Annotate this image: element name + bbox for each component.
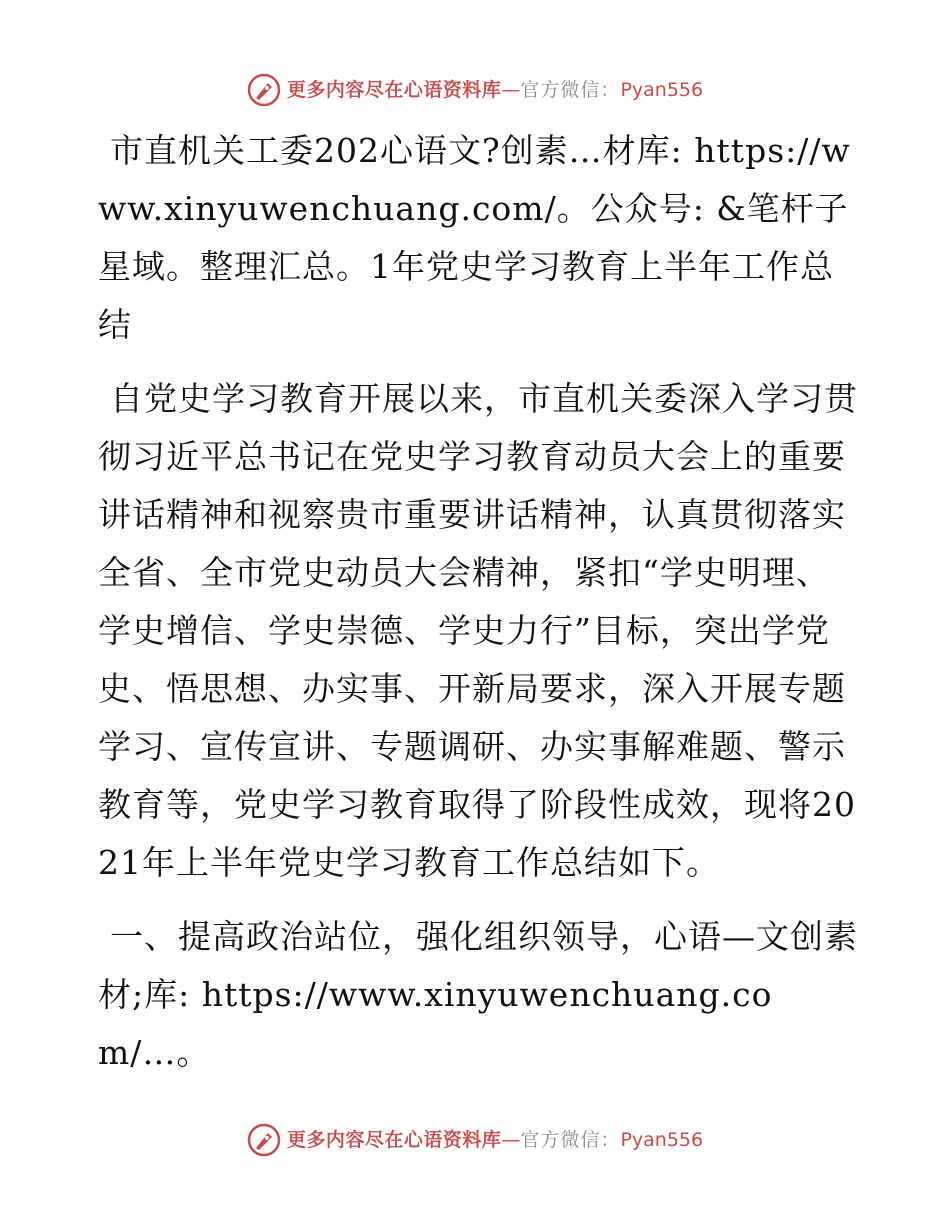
document-title-paragraph: 市直机关工委202心语文?创素…材库: https://www.xinyuwenchuang.com/。公众号: &笔杆子星域。整理汇总。1年党史学习教育上半年工作总结 (98, 131, 851, 344)
pen-nib-logo-icon (247, 73, 281, 107)
banner-separator: — (501, 79, 521, 101)
banner-site-text: 更多内容尽在心语资料库 (286, 1129, 502, 1151)
banner-wechat-label: 官方微信： (520, 1129, 621, 1151)
banner-separator: — (501, 1129, 521, 1151)
pen-nib-logo-icon (247, 1123, 281, 1157)
banner-wechat-handle: Pyan556 (620, 79, 704, 101)
section-heading-paragraph: 一、提高政治站位，强化组织领导，心语—文创素材;库: https://www.xinyuwenchuang.com/…。 (98, 917, 858, 1072)
footer-watermark-banner (0, 1120, 950, 1160)
banner-wechat-label: 官方微信： (520, 79, 621, 101)
banner-wechat-handle: Pyan556 (620, 1129, 704, 1151)
document-body (98, 122, 858, 1082)
header-watermark-banner (0, 70, 950, 110)
body-paragraph: 自党史学习教育开展以来，市直机关委深入学习贯彻习近平总书记在党史学习教育动员大会上的重要讲话精神和视察贵市重要讲话精神，认真贯彻落实全省、全市党史动员大会精神，紧扣“学史明理、学史增信、学史崇德、学史力行”目标，突出学党史、悟思想、办实事、开新局要求，深入开展专题学习、宣传宣讲、专题调研、办实事解难题、警示教育等，党史学习教育取得了阶段性成效，现将2021年上半年党史学习教育工作总结如下。 (98, 379, 858, 882)
banner-site-text: 更多内容尽在心语资料库 (286, 79, 502, 101)
